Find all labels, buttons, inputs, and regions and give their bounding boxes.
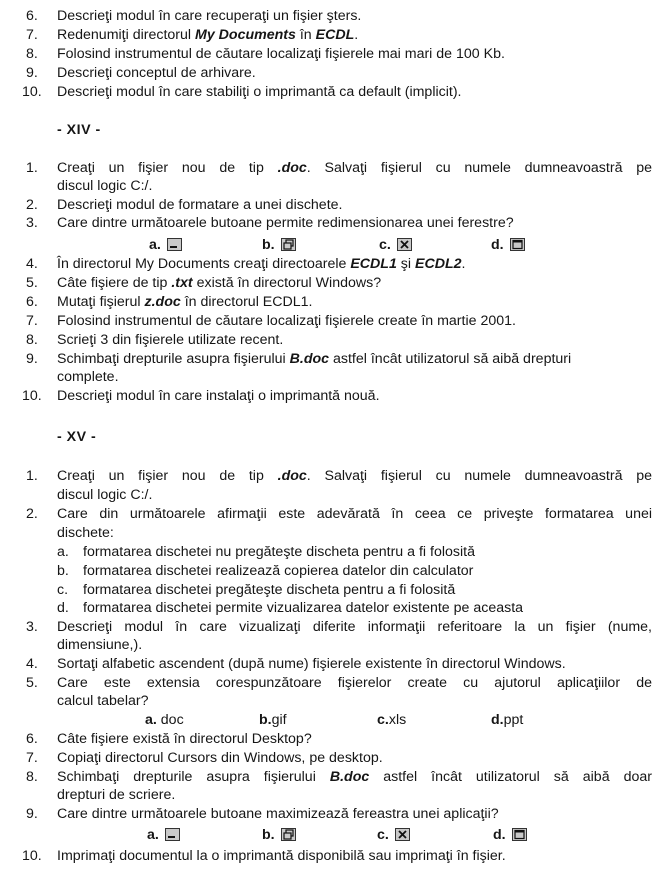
item-text: Sortaţi alfabetic ascendent (după nume) fişierele existente în directorul Windows. <box>57 656 566 672</box>
item-text: discul logic C:/. <box>57 487 153 503</box>
section-title: - XV - <box>57 429 97 445</box>
sub-option-letter: b. <box>57 563 69 579</box>
option-c: c.xls <box>377 712 407 728</box>
item-number: 8. <box>26 769 38 785</box>
item-number: 9. <box>26 351 38 367</box>
option-b: b. <box>262 827 296 844</box>
item-text: Imprimaţi documentul la o imprimantă disponibilă sau imprimaţi în fişier. <box>57 848 506 864</box>
item-text: Schimbaţi drepturile asupra fişierului B.doc astfel încât utilizatorul să aibă drepturi <box>57 351 572 367</box>
item-number: 6. <box>26 731 38 747</box>
item-number: 9. <box>26 65 38 81</box>
item-number: 10. <box>22 84 42 100</box>
sub-option-text: formatarea dischetei realizează copierea datelor din calculator <box>83 563 474 579</box>
item-number: 1. <box>26 160 38 176</box>
item-text: Care din următoarele afirmaţii este adevărată în ceea ce priveşte formatarea unei <box>57 506 652 522</box>
item-number: 7. <box>26 313 38 329</box>
item-number: 3. <box>26 619 38 635</box>
sub-option-letter: a. <box>57 544 69 560</box>
item-text: Folosind instrumentul de căutare localizaţi fişierele mai mari de 100 Kb. <box>57 46 505 62</box>
option-d: d.ppt <box>491 712 524 728</box>
item-number: 2. <box>26 506 38 522</box>
item-number: 8. <box>26 46 38 62</box>
item-text: dischete: <box>57 525 114 541</box>
minimize-button-icon <box>167 238 182 251</box>
option-a: a. <box>147 827 180 844</box>
item-text: Redenumiţi directorul My Documents în ECDL. <box>57 27 359 43</box>
option-c: c. <box>377 827 410 844</box>
item-text: Creaţi un fişier nou de tip .doc. Salvaţi fişierul cu numele dumneavoastră pe <box>57 468 653 484</box>
item-number: 3. <box>26 215 38 231</box>
item-number: 5. <box>26 675 38 691</box>
item-text: Care este extensia corespunzătoare fişierelor create cu ajutorul aplicaţiilor de <box>57 675 652 691</box>
restore-button-icon <box>281 238 296 251</box>
item-text: Câte fişiere există în directorul Desktop? <box>57 731 312 747</box>
item-number: 1. <box>26 468 38 484</box>
item-text: Care dintre următoarele butoane permite redimensionarea unei ferestre? <box>57 215 514 231</box>
item-text: În directorul My Documents creaţi directoarele ECDL1 şi ECDL2. <box>57 256 466 272</box>
item-text: Creaţi un fişier nou de tip .doc. Salvaţi fişierul cu numele dumneavoastră pe <box>57 160 653 176</box>
item-number: 6. <box>26 294 38 310</box>
option-b: b.gif <box>259 712 287 728</box>
item-text: dimensiune,). <box>57 637 143 653</box>
item-text: Descrieţi modul în care stabiliţi o imprimantă ca default (implicit). <box>57 84 462 100</box>
close-button-icon <box>397 238 412 251</box>
item-number: 2. <box>26 197 38 213</box>
option-d: d. <box>491 237 525 254</box>
section-title: - XIV - <box>57 122 101 138</box>
sub-option-letter: c. <box>57 582 69 598</box>
item-text: Descrieţi modul în care instalaţi o imprimantă nouă. <box>57 388 380 404</box>
item-text: calcul tabelar? <box>57 693 149 709</box>
option-a: a. <box>149 237 182 254</box>
close-button-icon <box>395 828 410 841</box>
item-number: 5. <box>26 275 38 291</box>
item-text: complete. <box>57 369 119 385</box>
minimize-button-icon <box>165 828 180 841</box>
item-text: Scrieţi 3 din fişierele utilizate recent. <box>57 332 284 348</box>
item-text: Descrieţi modul de formatare a unei dischete. <box>57 197 343 213</box>
item-text: Descrieţi modul în care recuperaţi un fişier şters. <box>57 8 362 24</box>
maximize-button-icon <box>512 828 527 841</box>
item-number: 8. <box>26 332 38 348</box>
restore-button-icon <box>281 828 296 841</box>
item-text: Câte fişiere de tip .txt există în directorul Windows? <box>57 275 382 291</box>
sub-option-text: formatarea dischetei nu pregăteşte discheta pentru a fi folosită <box>83 544 475 560</box>
item-number: 4. <box>26 656 38 672</box>
item-text: Care dintre următoarele butoane maximizează fereastra unei aplicaţii? <box>57 806 499 822</box>
item-text: drepturi de scriere. <box>57 787 176 803</box>
item-text: Mutaţi fişierul z.doc în directorul ECDL1. <box>57 294 313 310</box>
item-text: Descrieţi modul în care vizualizaţi diferite informaţii referitoare la un fişier (nume, <box>57 619 652 635</box>
item-number: 4. <box>26 256 38 272</box>
item-number: 10. <box>22 848 42 864</box>
item-number: 10. <box>22 388 42 404</box>
item-number: 9. <box>26 806 38 822</box>
item-number: 7. <box>26 750 38 766</box>
item-text: Folosind instrumentul de căutare localizaţi fişierele create în martie 2001. <box>57 313 516 329</box>
option-a: a. doc <box>145 712 184 728</box>
item-text: Descrieţi conceptul de arhivare. <box>57 65 256 81</box>
sub-option-letter: d. <box>57 600 69 616</box>
option-b: b. <box>262 237 296 254</box>
item-text: discul logic C:/. <box>57 178 153 194</box>
item-text: Copiaţi directorul Cursors din Windows, pe desktop. <box>57 750 383 766</box>
sub-option-text: formatarea dischetei pregăteşte discheta pentru a fi folosită <box>83 582 456 598</box>
option-d: d. <box>493 827 527 844</box>
sub-option-text: formatarea dischetei permite vizualizarea datelor existente pe aceasta <box>83 600 524 616</box>
item-number: 7. <box>26 27 38 43</box>
item-text: Schimbaţi drepturile asupra fişierului B.doc astfel încât utilizatorul să aibă doar <box>57 769 652 785</box>
item-number: 6. <box>26 8 38 24</box>
option-c: c. <box>379 237 412 254</box>
maximize-button-icon <box>510 238 525 251</box>
